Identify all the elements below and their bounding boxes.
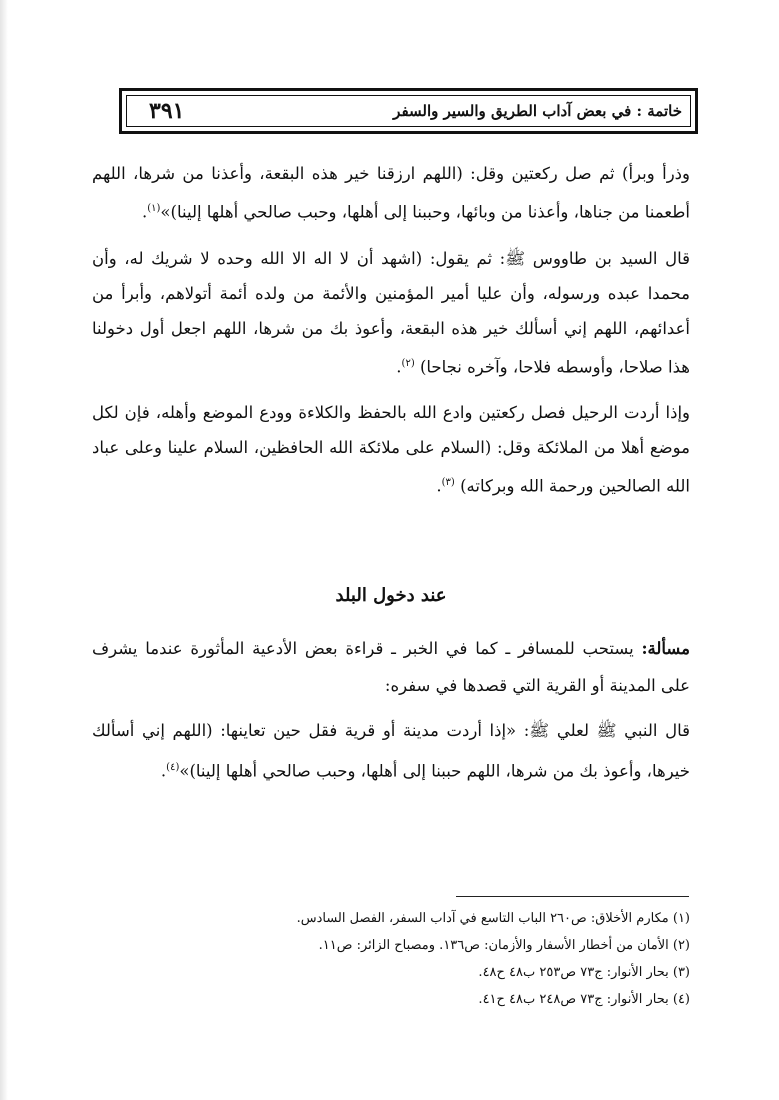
section-paragraph-1 bbox=[92, 630, 690, 704]
paragraph-3: وإذا أردت الرحيل فصل ركعتين وادع الله بالحفظ والكلاءة وودع الموضع وأهله، فإن لكل موضع أهلا من الملائكة وقل: (السلام على ملائكة الله الحافظين، السلام علينا وعلى عباد الله الصالحين ورحمة الله وبركاته) $^{(٣)}$. bbox=[92, 403, 690, 496]
footnote-4: (٤) بحار الأنوار: ج٧٣ ص٢٤٨ ب٤٨ ح٤١. bbox=[478, 992, 690, 1007]
footnotes bbox=[92, 905, 690, 1013]
section-heading: عند دخول البلد bbox=[335, 585, 447, 606]
paragraph-text: وذرأ وبرأ) ثم صل ركعتين وقل: (اللهم ارزقنا خير هذه البقعة، وأعذنا من شرها، اللهم أطعمنا من جناها، وأعذنا من وبائها، وحببنا إلى أهلها، وحبب صالحي أهلها إلينا)» bbox=[92, 164, 690, 222]
issue-label: مسألة: bbox=[641, 639, 690, 658]
footnote-1: (١) مكارم الأخلاق: ص٢٦٠ الباب التاسع في آداب السفر، الفصل السادس. bbox=[296, 911, 690, 926]
footnote-reference: (٣) bbox=[441, 477, 455, 488]
paragraph-1: وذرأ وبرأ) ثم صل ركعتين وقل: (اللهم ارزقنا خير هذه البقعة، وأعذنا من شرها، اللهم أطعمنا من جناها، وأعذنا من وبائها، وحببنا إلى أهلها، وحبب صالحي أهلها إلينا)»$^{(١)}$. bbox=[92, 164, 690, 222]
section-paragraph-2: قال النبي ﷺ لعلي ﷺ: «إذا أردت مدينة أو قرية فقل حين تعاينها: (اللهم إني أسألك خيرها، وأعوذ بك من شرها، اللهم حببنا إلى أهلها، وحبب صالحي أهلها إلينا)»$^{(٤)}$. bbox=[92, 721, 690, 781]
footnote-reference: (١) bbox=[147, 203, 161, 214]
running-header bbox=[119, 88, 698, 134]
running-header-inner-frame bbox=[126, 95, 691, 127]
page-number: ٣٩١ bbox=[149, 98, 185, 124]
footnote-separator bbox=[456, 896, 689, 897]
footnote-reference: (٢) bbox=[401, 357, 415, 369]
section-text-block bbox=[92, 630, 690, 798]
paragraph-text: قال السيد بن طاووس ﷺ: ثم يقول: (اشهد أن لا اله الا الله وحده لا شريك له، وأن محمدا عبده ورسوله، وأن عليا أمير المؤمنين والأئمة من ولده أئمة أتولاهم، وأبرأ من أعدائهم، اللهم إني أسألك خير هذه البقعة، وأعوذ بك من شرها، اللهم اجعل أول دخولنا هذا صلاحا، وأوسطه فلاحا، وآخره نجاحا) bbox=[92, 248, 690, 376]
paragraph-text: وإذا أردت الرحيل فصل ركعتين وادع الله بالحفظ والكلاءة وودع الموضع وأهله، فإن لكل موضع أهلا من الملائكة وقل: (السلام على ملائكة الله الحافظين، السلام علينا وعلى عباد الله الصالحين ورحمة الله وبركاته) bbox=[92, 403, 690, 496]
footnote-3: (٣) بحار الأنوار: ج٧٣ ص٢٥٣ ب٤٨ ح٤٨. bbox=[478, 965, 690, 980]
footnote-reference: (٤) bbox=[166, 762, 180, 773]
main-text-block bbox=[92, 156, 690, 515]
running-title: خاتمة : في بعض آداب الطريق والسير والسفر bbox=[393, 102, 682, 120]
footnote-2: (٢) الأمان من أخطار الأسفار والأزمان: ص١٣٦. ومصباح الزائر: ص١١. bbox=[318, 938, 690, 953]
paragraph-text: قال النبي ﷺ لعلي ﷺ: «إذا أردت مدينة أو قرية فقل حين تعاينها: (اللهم إني أسألك خيرها، وأعوذ بك من شرها، اللهم حببنا إلى أهلها، وحبب صالحي أهلها إلينا)» bbox=[92, 721, 690, 781]
paragraph-2: قال السيد بن طاووس ﷺ: ثم يقول: (اشهد أن لا اله الا الله وحده لا شريك له، وأن محمدا عبده ورسوله، وأن عليا أمير المؤمنين والأئمة من ولده أئمة أتولاهم، وأبرأ من أعدائهم، اللهم إني أسألك خير هذه البقعة، وأعوذ بك من شرها، اللهم اجعل أول دخولنا هذا صلاحا، وأوسطه فلاحا، وآخره نجاحا) $^{(٢)}$. bbox=[92, 248, 690, 376]
scan-edge-shadow bbox=[0, 0, 8, 1100]
paragraph-text: يستحب للمسافر ـ كما في الخبر ـ قراءة بعض الأدعية المأثورة عندما يشرف على المدينة أو القرية التي قصدها في سفره: bbox=[92, 639, 690, 695]
